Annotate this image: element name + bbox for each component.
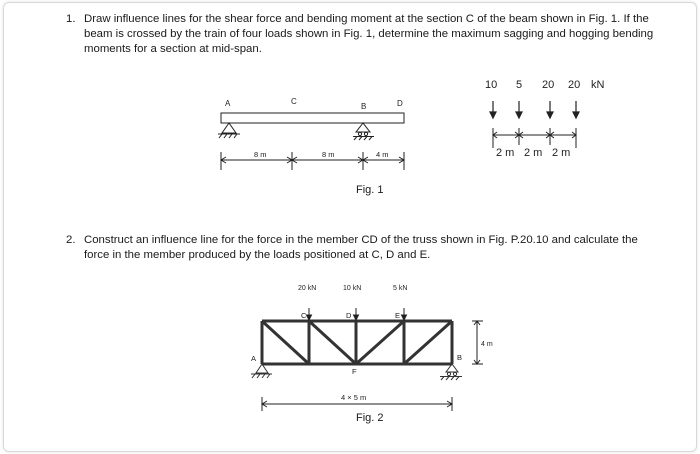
node-b: B: [457, 353, 463, 362]
figure-1-caption: Fig. 1: [356, 184, 384, 196]
truss-members: [262, 321, 452, 364]
load-3: 20: [542, 79, 555, 91]
support-a2: [251, 364, 272, 378]
load-4: 20: [568, 79, 581, 91]
truss-load-d: 10 kN: [343, 285, 362, 292]
question-2-number: 2.: [66, 234, 76, 246]
truss-load-e: 5 kN: [393, 285, 408, 292]
truss-load-arrows: [307, 308, 407, 320]
node-f: F: [352, 367, 357, 376]
load-2: 5: [516, 79, 523, 91]
label-b: B: [361, 102, 367, 111]
spacing-3: 2 m: [552, 147, 571, 159]
node-a: A: [251, 354, 257, 363]
spacing-1: 2 m: [496, 147, 515, 159]
truss-height: 4 m: [481, 341, 493, 348]
question-2-text: Construct an influence line for the force in the member CD of the truss shown in Fig. P.20.10 and calculate the force in the member produced by the loads positioned at C, D and E.: [84, 234, 638, 261]
load-unit: kN: [591, 79, 605, 91]
question-1-text: Draw influence lines for the shear force and bending moment at the section C of the beam shown in Fig. 1. If the beam is crossed by the train of four loads shown in Fig. 1, determine the maximum sagging and hogging bending moments for a section at mid-span.: [84, 13, 654, 55]
load-1: 10: [485, 79, 498, 91]
span-bd: 4 m: [376, 150, 389, 159]
support-b2: [440, 364, 462, 380]
node-c: C: [301, 311, 307, 320]
truss-span: 4 × 5 m: [341, 393, 367, 402]
spacing-2: 2 m: [524, 147, 543, 159]
label-d: D: [397, 99, 403, 108]
span-ac: 8 m: [254, 150, 267, 159]
node-e: E: [395, 311, 401, 320]
span-cb: 8 m: [322, 150, 335, 159]
label-c: C: [291, 97, 297, 106]
label-a: A: [225, 99, 231, 108]
truss-load-c: 20 kN: [298, 285, 317, 292]
question-1-number: 1.: [66, 13, 76, 25]
figure-2-caption: Fig. 2: [356, 412, 384, 424]
node-d: D: [346, 311, 352, 320]
